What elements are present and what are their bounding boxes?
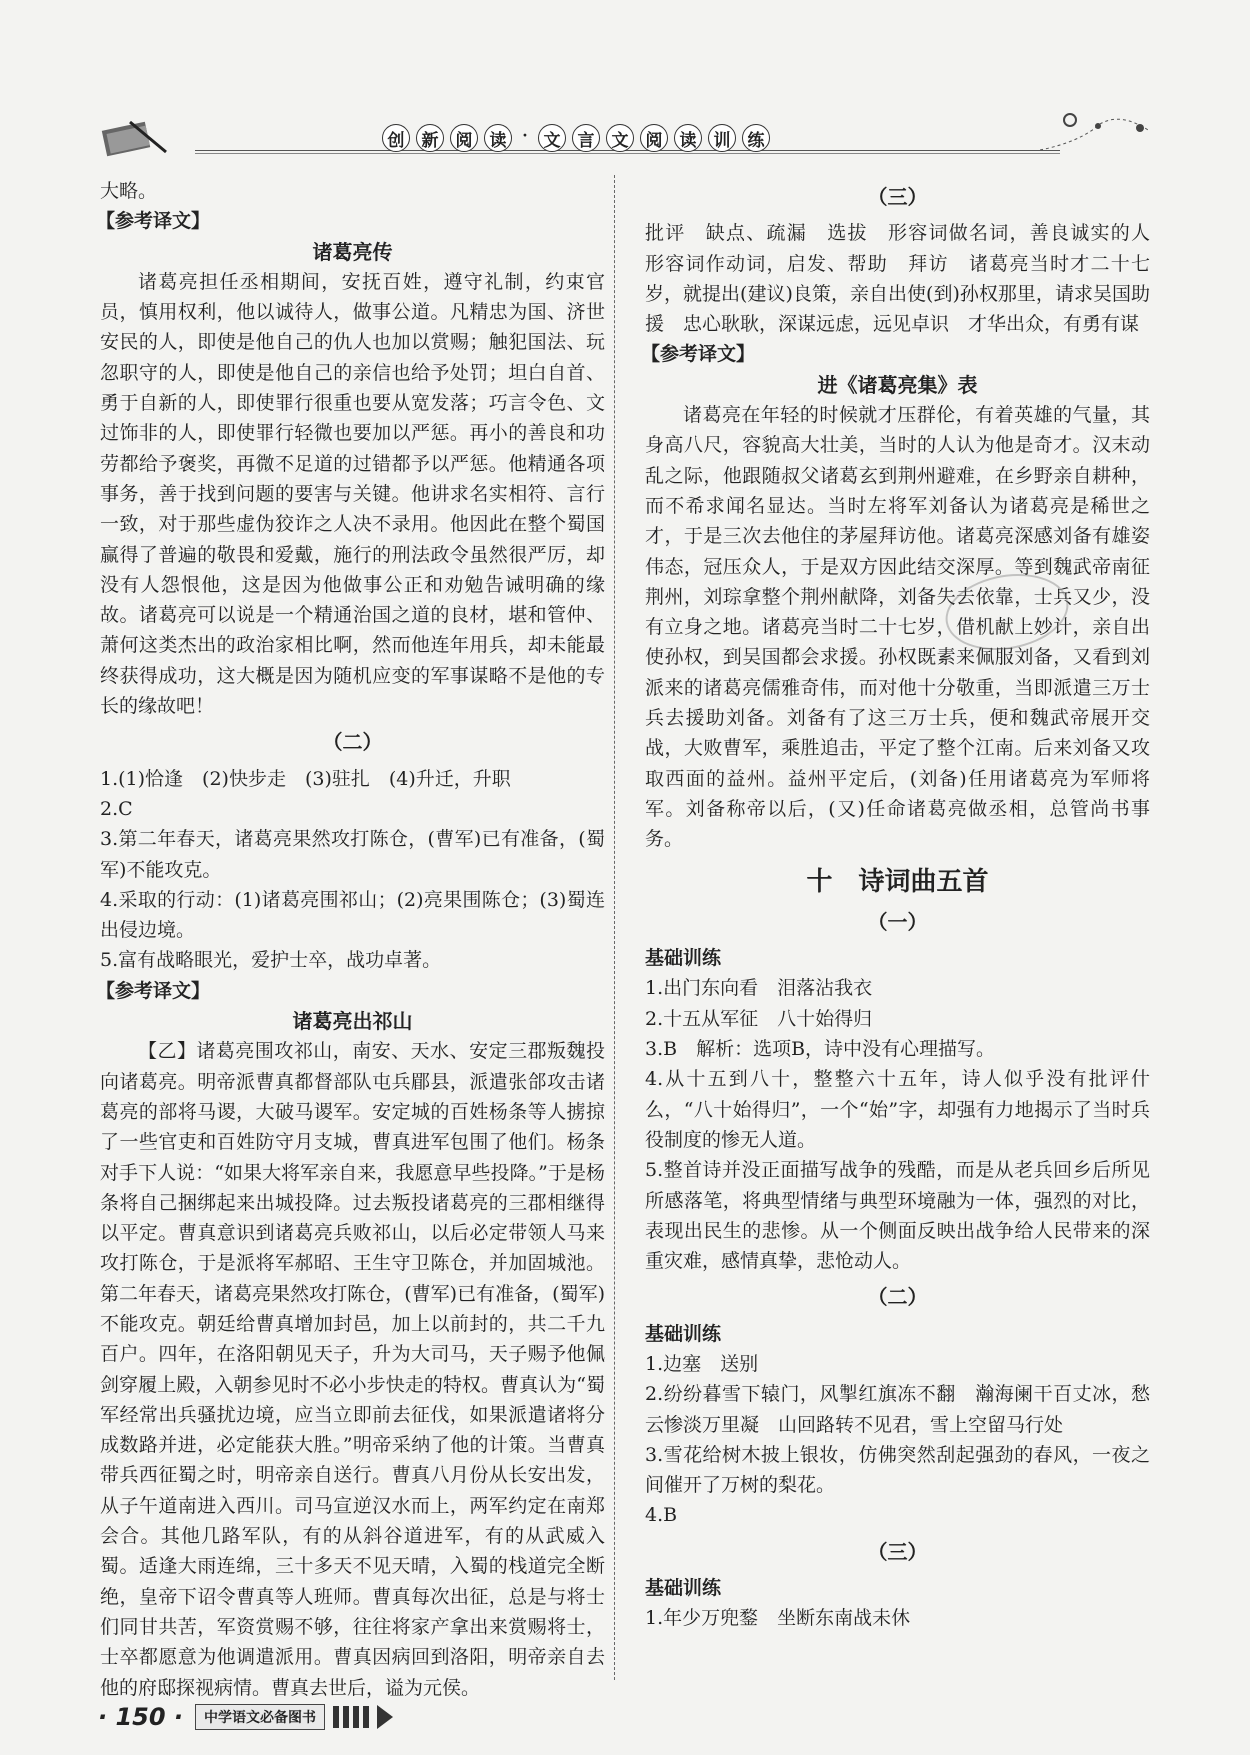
header-char: 读 [484, 124, 512, 152]
arrow-icon [377, 1705, 393, 1729]
header-char: 阅 [640, 124, 668, 152]
passage-title: 诸葛亮传 [312, 239, 393, 264]
header-char: 新 [416, 124, 444, 152]
page-number: · 150 · [98, 1703, 184, 1731]
column-divider [614, 175, 615, 1680]
header-char: 创 [382, 124, 410, 152]
answer-text: 大略。 [100, 180, 158, 202]
reference-label: 【参考译文】 [641, 343, 756, 366]
passage-title: 诸葛亮出祁山 [292, 1009, 413, 1034]
answer-item: 1.年少万兜鍪 坐断东南战未休 [645, 1607, 911, 1630]
subsection-label: 基础训练 [645, 1577, 722, 1600]
answer-item: 2.纷纷暮雪下辕门，风掣红旗冻不翻 瀚海阑干百丈冰，愁云惨淡万里凝 山回路转不见君，雪上空留马行处 [645, 1383, 1150, 1436]
header-char: 言 [572, 124, 600, 152]
header-char: 文 [538, 124, 566, 152]
answer-item: 4.B [645, 1504, 678, 1527]
reference-label: 【参考译文】 [96, 210, 211, 233]
header-char: 练 [742, 124, 770, 152]
translation-paragraph: 诸葛亮在年轻的时候就才压群伦，有着英雄的气量，其身高八尺，容貌高大壮美，当时的人认为他是奇才。汉末动乱之际，他跟随叔父诸葛玄到荆州避难，在乡野亲自耕种，而不希求闻名显达。当时左将军刘备认为诸葛亮是稀世之才，于是三次去他住的茅屋拜访他。诸葛亮深感刘备有雄姿伟态，冠压众人，于是双方因此结交深厚。等到魏武帝南征荆州，刘琮拿整个荆州献降，刘备失去依靠，士兵又少，没有立身之地。诸葛亮当时二十七岁，借机献上妙计，亲自出使孙权，到吴国都会求援。孙权既素来佩服刘备，又看到刘派来的诸葛亮儒雅奇伟，而对他十分敬重，当即派遣三万士兵去援助刘备。刘备有了这三万士兵，便和魏武帝展开交战，大败曹军，乘胜追击，平定了整个江南。后来刘备又攻取西面的益州。益州平定后，(刘备)任用诸葛亮为军师将军。刘备称帝以后，(又)任命诸葛亮做丞相，总管尚书事务。 [645, 404, 1150, 851]
answer-item: 2.C [100, 797, 133, 820]
passage-title: 进《诸葛亮集》表 [817, 372, 978, 397]
right-column [641, 176, 1170, 1634]
page-header [100, 112, 1150, 160]
answer-item: 1.出门东向看 泪落沾我衣 [645, 977, 873, 1000]
header-char: 训 [708, 124, 736, 152]
section-heading: （二） [867, 1285, 928, 1310]
answer-item: 1.(1)恰逢 (2)快步走 (3)驻扎 (4)升迁，升职 [100, 767, 511, 790]
header-title [382, 124, 770, 152]
page-footer [98, 1700, 598, 1734]
answer-item: 3.第二年春天，诸葛亮果然攻打陈仓，(曹军)已有准备，(蜀军)不能攻克。 [100, 828, 605, 881]
chapter-title: 十 诗词曲五首 [806, 866, 989, 897]
series-label: 中学语文必备图书 [195, 1704, 325, 1730]
header-char: 阅 [450, 124, 478, 152]
reference-label: 【参考译文】 [96, 979, 211, 1002]
answer-item: 4.从十五到八十，整整六十五年，诗人似乎没有批评什么，“八十始得归”，一个“始”字，却强有力地揭示了当时兵役制度的惨无人道。 [645, 1068, 1150, 1151]
answer-item: 4.采取的行动：(1)诸葛亮围祁山；(2)亮果围陈仓；(3)蜀连出侵边境。 [100, 888, 605, 942]
header-char: 文 [606, 124, 634, 152]
answer-item: 5.整首诗并没正面描写战争的残酷，而是从老兵回乡后所见所感落笔，将典型情绪与典型环境融为一体，强烈的对比，表现出民生的悲惨。从一个侧面反映出战争给人民带来的深重灾难，感情真挚，悲怆动人。 [645, 1159, 1150, 1273]
bars-decoration-icon [333, 1705, 393, 1729]
answer-item: 1.边塞 送别 [645, 1352, 759, 1375]
book-pen-icon [100, 116, 170, 158]
translation-paragraph: 诸葛亮担任丞相期间，安抚百姓，遵守礼制，约束官员，慎用权利，他以诚待人，做事公道。凡精忠为国、济世安民的人，即使是他自己的仇人也加以赏赐；触犯国法、玩忽职守的人，即使是他自己的亲信也给予处罚；坦白自首、勇于自新的人，即使罪行很重也要从宽发落；巧言令色、文过饰非的人，即使罪行轻微也要加以严惩。再小的善良和功劳都给予褒奖，再微不足道的过错都予以严惩。他精通各项事务，善于找到问题的要害与关键。他讲求名实相符、言行一致，对于那些虚伪狡诈之人决不录用。他因此在整个蜀国赢得了普遍的敬畏和爱戴，施行的刑法政令虽然很严厉，却没有人怨恨他，这是因为他做事公正和劝勉告诫明确的缘故。诸葛亮可以说是一个精通治国之道的良材，堪和管仲、萧何这类杰出的政治家相比啊，然而他连年用兵，却未能最终获得成功，这大概是因为随机应变的军事谋略不是他的专长的缘故吧！ [100, 270, 605, 718]
section-heading: （三） [867, 1539, 928, 1564]
answer-item: 5.富有战略眼光，爱护士卒，战功卓著。 [100, 949, 442, 972]
answer-item: 3.B 解析：选项B，诗中没有心理描写。 [645, 1038, 996, 1061]
answer-text: 批评 缺点、疏漏 选拔 形容词做名词，善良诚实的人 形容词作动词，启发、帮助 拜访 诸葛亮当时才二十七岁，就提出(建议)良策，亲自出使(到)孙权那里，请求吴国助援 忠心耿耿，深谋远虑，远见卓识 才华出众，有勇有谋 [645, 222, 1170, 336]
left-column [96, 176, 605, 1703]
section-heading: （三） [867, 185, 928, 209]
answer-item: 3.雪花给树木披上银妆，仿佛突然刮起强劲的春风，一夜之间催开了万树的梨花。 [645, 1443, 1150, 1497]
header-separator: · [521, 124, 529, 149]
subsection-label: 基础训练 [645, 947, 722, 970]
answer-item: 2.十五从军征 八十始得归 [645, 1007, 873, 1030]
section-heading: （一） [867, 909, 928, 934]
subsection-label: 基础训练 [645, 1322, 722, 1345]
header-char: 读 [674, 124, 702, 152]
translation-paragraph: 【乙】诸葛亮围攻祁山，南安、天水、安定三郡叛魏投向诸葛亮。明帝派曹真都督部队屯兵郿县，派遣张郃攻击诸葛亮的部将马谡，大破马谡军。安定城的百姓杨条等人掳掠了一些官吏和百姓防守月支城，曹真进军包围了他们。杨条对手下人说：“如果大将军亲自来，我愿意早些投降。”于是杨条将自己捆绑起来出城投降。过去叛投诸葛亮的三郡相继得以平定。曹真意识到诸葛亮兵败祁山，以后必定带领人马来攻打陈仓，于是派将军郝昭、王生守卫陈仓，并加固城池。第二年春天，诸葛亮果然攻打陈仓，(曹军)已有准备，(蜀军)不能攻克。朝廷给曹真增加封邑，加上以前封的，共二千九百户。四年，在洛阳朝见天子，升为大司马，天子赐予他佩剑穿履上殿，入朝参见时不必小步快走的特权。曹真认为“蜀军经常出兵骚扰边境，应当立即前去征伐，如果派遣诸将分成数路并进，必定能获大胜。”明帝采纳了他的计策。当曹真带兵西征蜀之时，明帝亲自送行。曹真八月份从长安出发，从子午道南进入西川。司马宣逆汉水而上，两军约定在南郑会合。其他几路军队，有的从斜谷道进军，有的从武威入蜀。适逢大雨连绵，三十多天不见天晴，入蜀的栈道完全断绝，皇帝下诏令曹真等人班师。曹真每次出征，总是与将士们同甘共苦，军资赏赐不够，往往将家产拿出来赏赐将士，士卒都愿意为他调遣派用。曹真因病回到洛阳，明帝亲自去他的府邸探视病情。曹真去世后，谥为元侯。 [100, 1040, 605, 1699]
section-heading: （二） [322, 730, 383, 755]
dots-decoration-icon [1040, 112, 1150, 162]
